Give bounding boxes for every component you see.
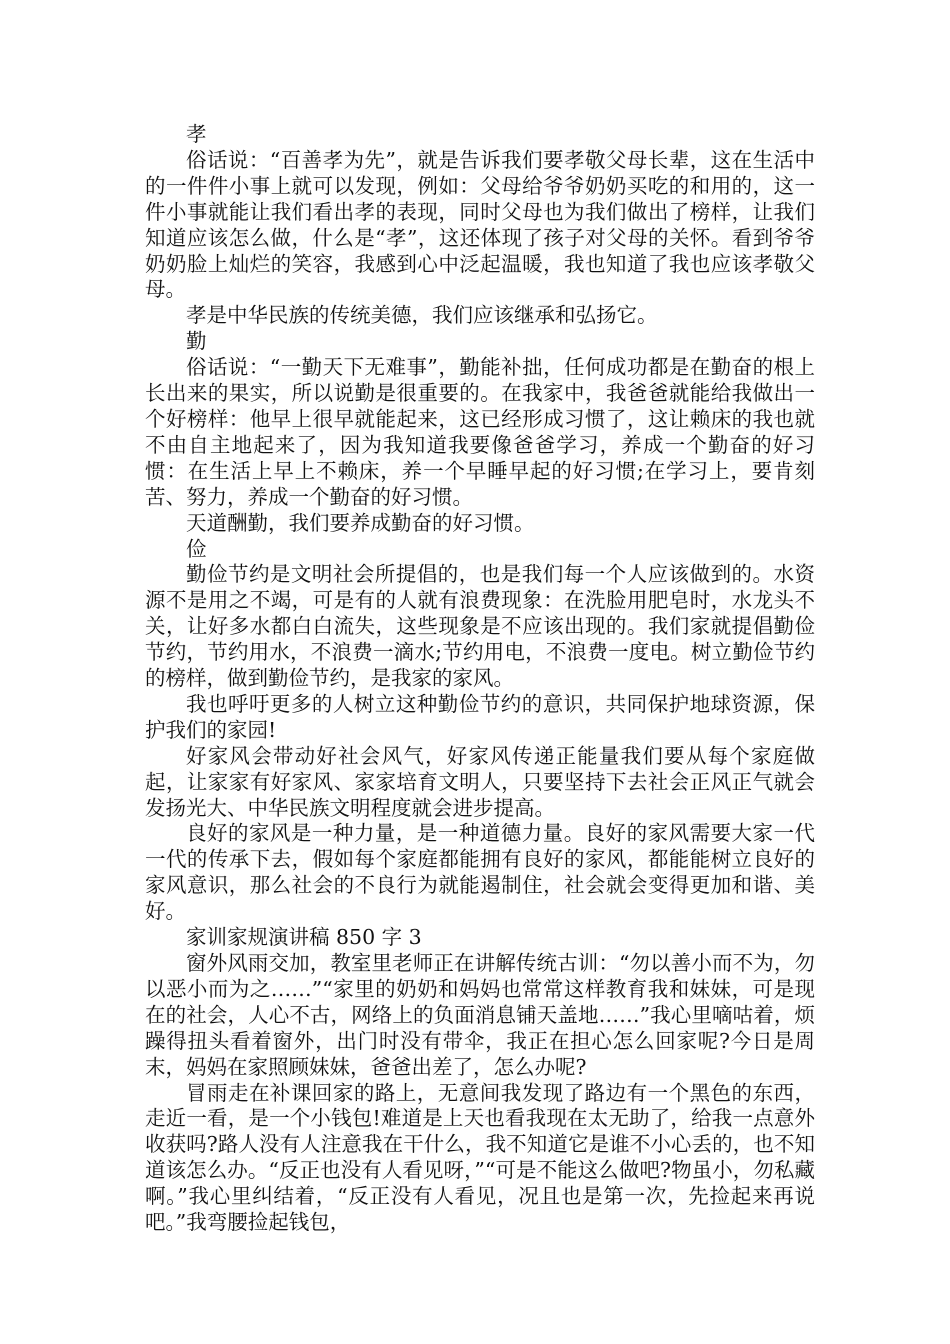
paragraph: 良好的家风是一种力量，是一种道德力量。良好的家风需要大家一代一代的传承下去，假如每个家庭都能拥有良好的家风，都能能树立良好的家风意识，那么社会的不良行为就能遏制住，社会就会变得更加和谐、美好。 [145, 821, 815, 924]
section-heading-filial: 孝 [186, 122, 207, 146]
paragraph: 俗话说：“一勤天下无难事”，勤能补拙，任何成功都是在勤奋的根上长出来的果实，所以说勤是很重要的。在我家中，我爸爸就能给我做出一个好榜样：他早上很早就能起来，这已经形成习惯了，这让赖床的我也就不由自主地起来了，因为我知道我要像爸爸学习，养成一个勤奋的好习惯：在生活上早上不赖床，养一个早睡早起的好习惯;在学习上，要肯刻苦、努力，养成一个勤奋的好习惯。 [145, 355, 815, 509]
paragraph: 天道酬勤，我们要养成勤奋的好习惯。 [186, 510, 535, 535]
paragraph: 孝是中华民族的传统美德，我们应该继承和弘扬它。 [186, 303, 658, 328]
paragraph: 好家风会带动好社会风气，好家风传递正能量我们要从每个家庭做起，让家家有好家风、家家培育文明人，只要坚持下去社会正风正气就会发扬光大、中华民族文明程度就会进步提高。 [145, 743, 815, 820]
section-heading-thrift: 俭 [186, 536, 207, 561]
document-body [145, 122, 815, 1236]
article-title: 家训家规演讲稿 850 字 3 [186, 925, 422, 950]
paragraph: 勤俭节约是文明社会所提倡的，也是我们每一个人应该做到的。水资源不是用之不竭，可是有的人就有浪费现象：在洗脸用肥皂时，水龙头不关，让好多水都白白流失，这些现象是不应该出现的。我们家就提倡勤俭节约，节约用水，不浪费一滴水;节约用电，不浪费一度电。树立勤俭节约的榜样，做到勤俭节约，是我家的家风。 [145, 562, 815, 691]
paragraph: 冒雨走在补课回家的路上，无意间我发现了路边有一个黑色的东西，走近一看，是一个小钱包!难道是上天也看我现在太无助了，给我一点意外收获吗?路人没有人注意我在干什么，我不知道它是谁不小心丢的，也不知道该怎么办。“反正也没有人看见呀，”“可是不能这么做吧?物虽小，勿私藏啊。”我心里纠结着，“反正没有人看见，况且也是第一次，先捡起来再说吧。”我弯腰捡起钱包， [145, 1080, 815, 1235]
paragraph: 俗话说：“百善孝为先”，就是告诉我们要孝敬父母长辈，这在生活中的一件件小事上就可以发现，例如：父母给爷爷奶奶买吃的和用的，这一件小事就能让我们看出孝的表现，同时父母也为我们做出了榜样，让我们知道应该怎么做，什么是“孝”，这还体现了孩子对父母的关怀。看到爷爷奶奶脸上灿烂的笑容，我感到心中泛起温暖，我也知道了我也应该孝敬父母。 [145, 147, 815, 302]
paragraph: 窗外风雨交加，教室里老师正在讲解传统古训：“勿以善小而不为，勿以恶小而为之……”“家里的奶奶和妈妈也常常这样教育我和妹妹，可是现在的社会，人心不古，网络上的负面消息铺天盖地……”我心里嘀咕着，烦躁得扭头看着窗外，出门时没有带伞，我正在担心怎么回家呢?今日是周末，妈妈在家照顾妹妹，爸爸出差了，怎么办呢? [145, 951, 815, 1079]
section-heading-diligence: 勤 [186, 329, 207, 354]
paragraph: 我也呼吁更多的人树立这种勤俭节约的意识，共同保护地球资源，保护我们的家园! [145, 691, 815, 742]
